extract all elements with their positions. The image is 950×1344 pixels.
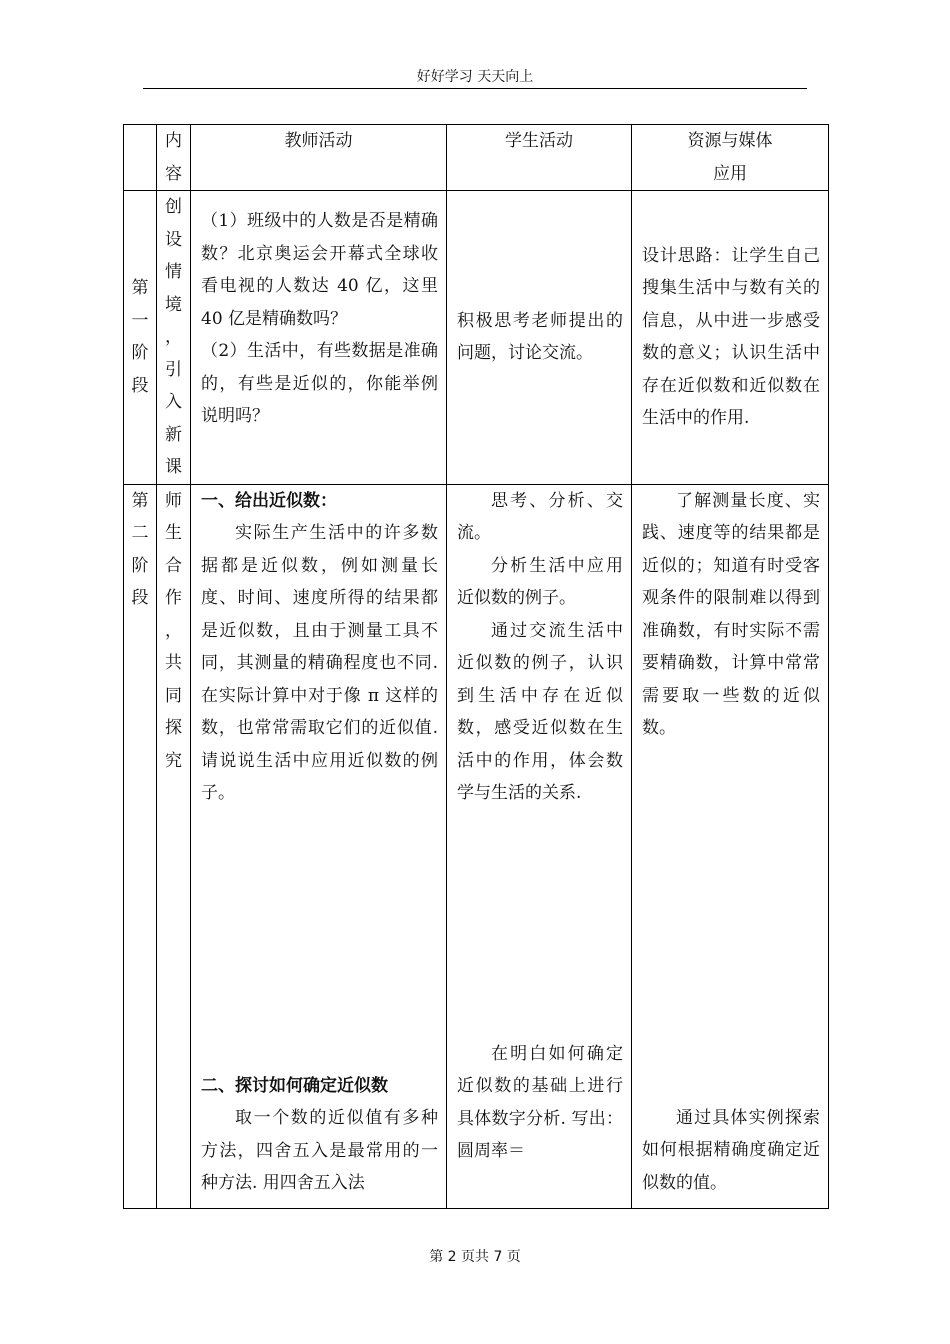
student-activity-1: 思考、分析、交流。 xyxy=(457,490,623,543)
media-cell xyxy=(632,191,829,485)
student-cell xyxy=(447,191,632,485)
header-content-cell xyxy=(157,125,191,191)
student-activity-4: 在明白如何确定近似数的基础上进行具体数字分析. 写出：圆周率＝ xyxy=(457,1043,623,1161)
section-text-1: 实际生产生活中的许多数据都是近似数，例如测量长度、时间、速度所得的结果都是近似数，且由于测量工具不同，其测量的精确程度也不同. 在实际计算中对于像 π 这样的数，也常常需取它们的近似值. 请说说生活中应用近似数的例子。 xyxy=(201,523,438,803)
teacher-question-1: （1）班级中的人数是否是精确数？北京奥运会开幕式全球收看电视的人数达 40 亿，这里 40 亿是精确数吗？ xyxy=(201,211,438,329)
header-media xyxy=(632,125,829,191)
media-design-text: 设计思路：让学生自己搜集生活中与数有关的信息，从中进一步感受数的意义；认识生活中存在近似数和近似数在生活中的作用. xyxy=(642,245,820,429)
stage-cell xyxy=(124,484,157,1208)
section-title-1: 一、给出近似数： xyxy=(201,490,337,511)
table-row xyxy=(124,484,829,1208)
media-text-1: 了解测量长度、实践、速度等的结果都是近似的；知道有时受客观条件的限制难以得到准确数，有时实际不需要精确数，计算中常常需要取一些数的近似数。 xyxy=(642,490,820,738)
media-text-2: 通过具体实例探索如何根据精确度确定近似数的值。 xyxy=(642,1107,820,1193)
teacher-cell xyxy=(191,191,447,485)
section-text-2: 取一个数的近似值有多种方法，四舍五入是最常用的一种方法. 用四舍五入法 xyxy=(201,1108,438,1193)
content-label: 师 生 合 作 ， 共 同 探 究 xyxy=(165,490,182,771)
content-cell xyxy=(157,191,191,485)
stage-label: 第 一 阶 段 xyxy=(131,278,149,396)
page-header: 好好学习 天天向上 xyxy=(416,69,534,85)
content-cell xyxy=(157,484,191,1208)
header-media-line2: 应用 xyxy=(713,163,747,184)
teacher-question-2: （2）生活中，有些数据是准确的，有些是近似的，你能举例说明吗？ xyxy=(201,341,438,426)
media-cell xyxy=(632,484,829,1208)
section-title-2: 二、探讨如何确定近似数 xyxy=(201,1075,388,1096)
header-rule xyxy=(143,88,807,89)
stage-cell xyxy=(124,191,157,485)
student-cell xyxy=(447,484,632,1208)
header-teacher: 教师活动 xyxy=(191,125,447,191)
header-stage-cell xyxy=(124,125,157,191)
student-activity-3: 通过交流生活中近似数的例子，认识到生活中存在近似数，感受近似数在生活中的作用，体会数学与生活的关系. xyxy=(457,620,623,803)
header-content: 内 容 xyxy=(165,131,182,184)
header-student: 学生活动 xyxy=(447,125,632,191)
teacher-cell xyxy=(191,484,447,1208)
stage-label: 第 二 阶 段 xyxy=(131,490,149,608)
student-activity-text: 积极思考老师提出的问题，讨论交流。 xyxy=(457,310,623,364)
table-header-row xyxy=(124,125,829,191)
content-label: 创 设 情 境 ， 引 入 新 课 xyxy=(165,197,182,477)
page-footer: 第 2 页共 7 页 xyxy=(429,1249,521,1265)
table-row xyxy=(124,191,829,485)
lesson-plan-table xyxy=(123,124,829,1209)
header-media-line1: 资源与媒体 xyxy=(687,131,773,151)
student-activity-2: 分析生活中应用近似数的例子。 xyxy=(457,555,623,608)
